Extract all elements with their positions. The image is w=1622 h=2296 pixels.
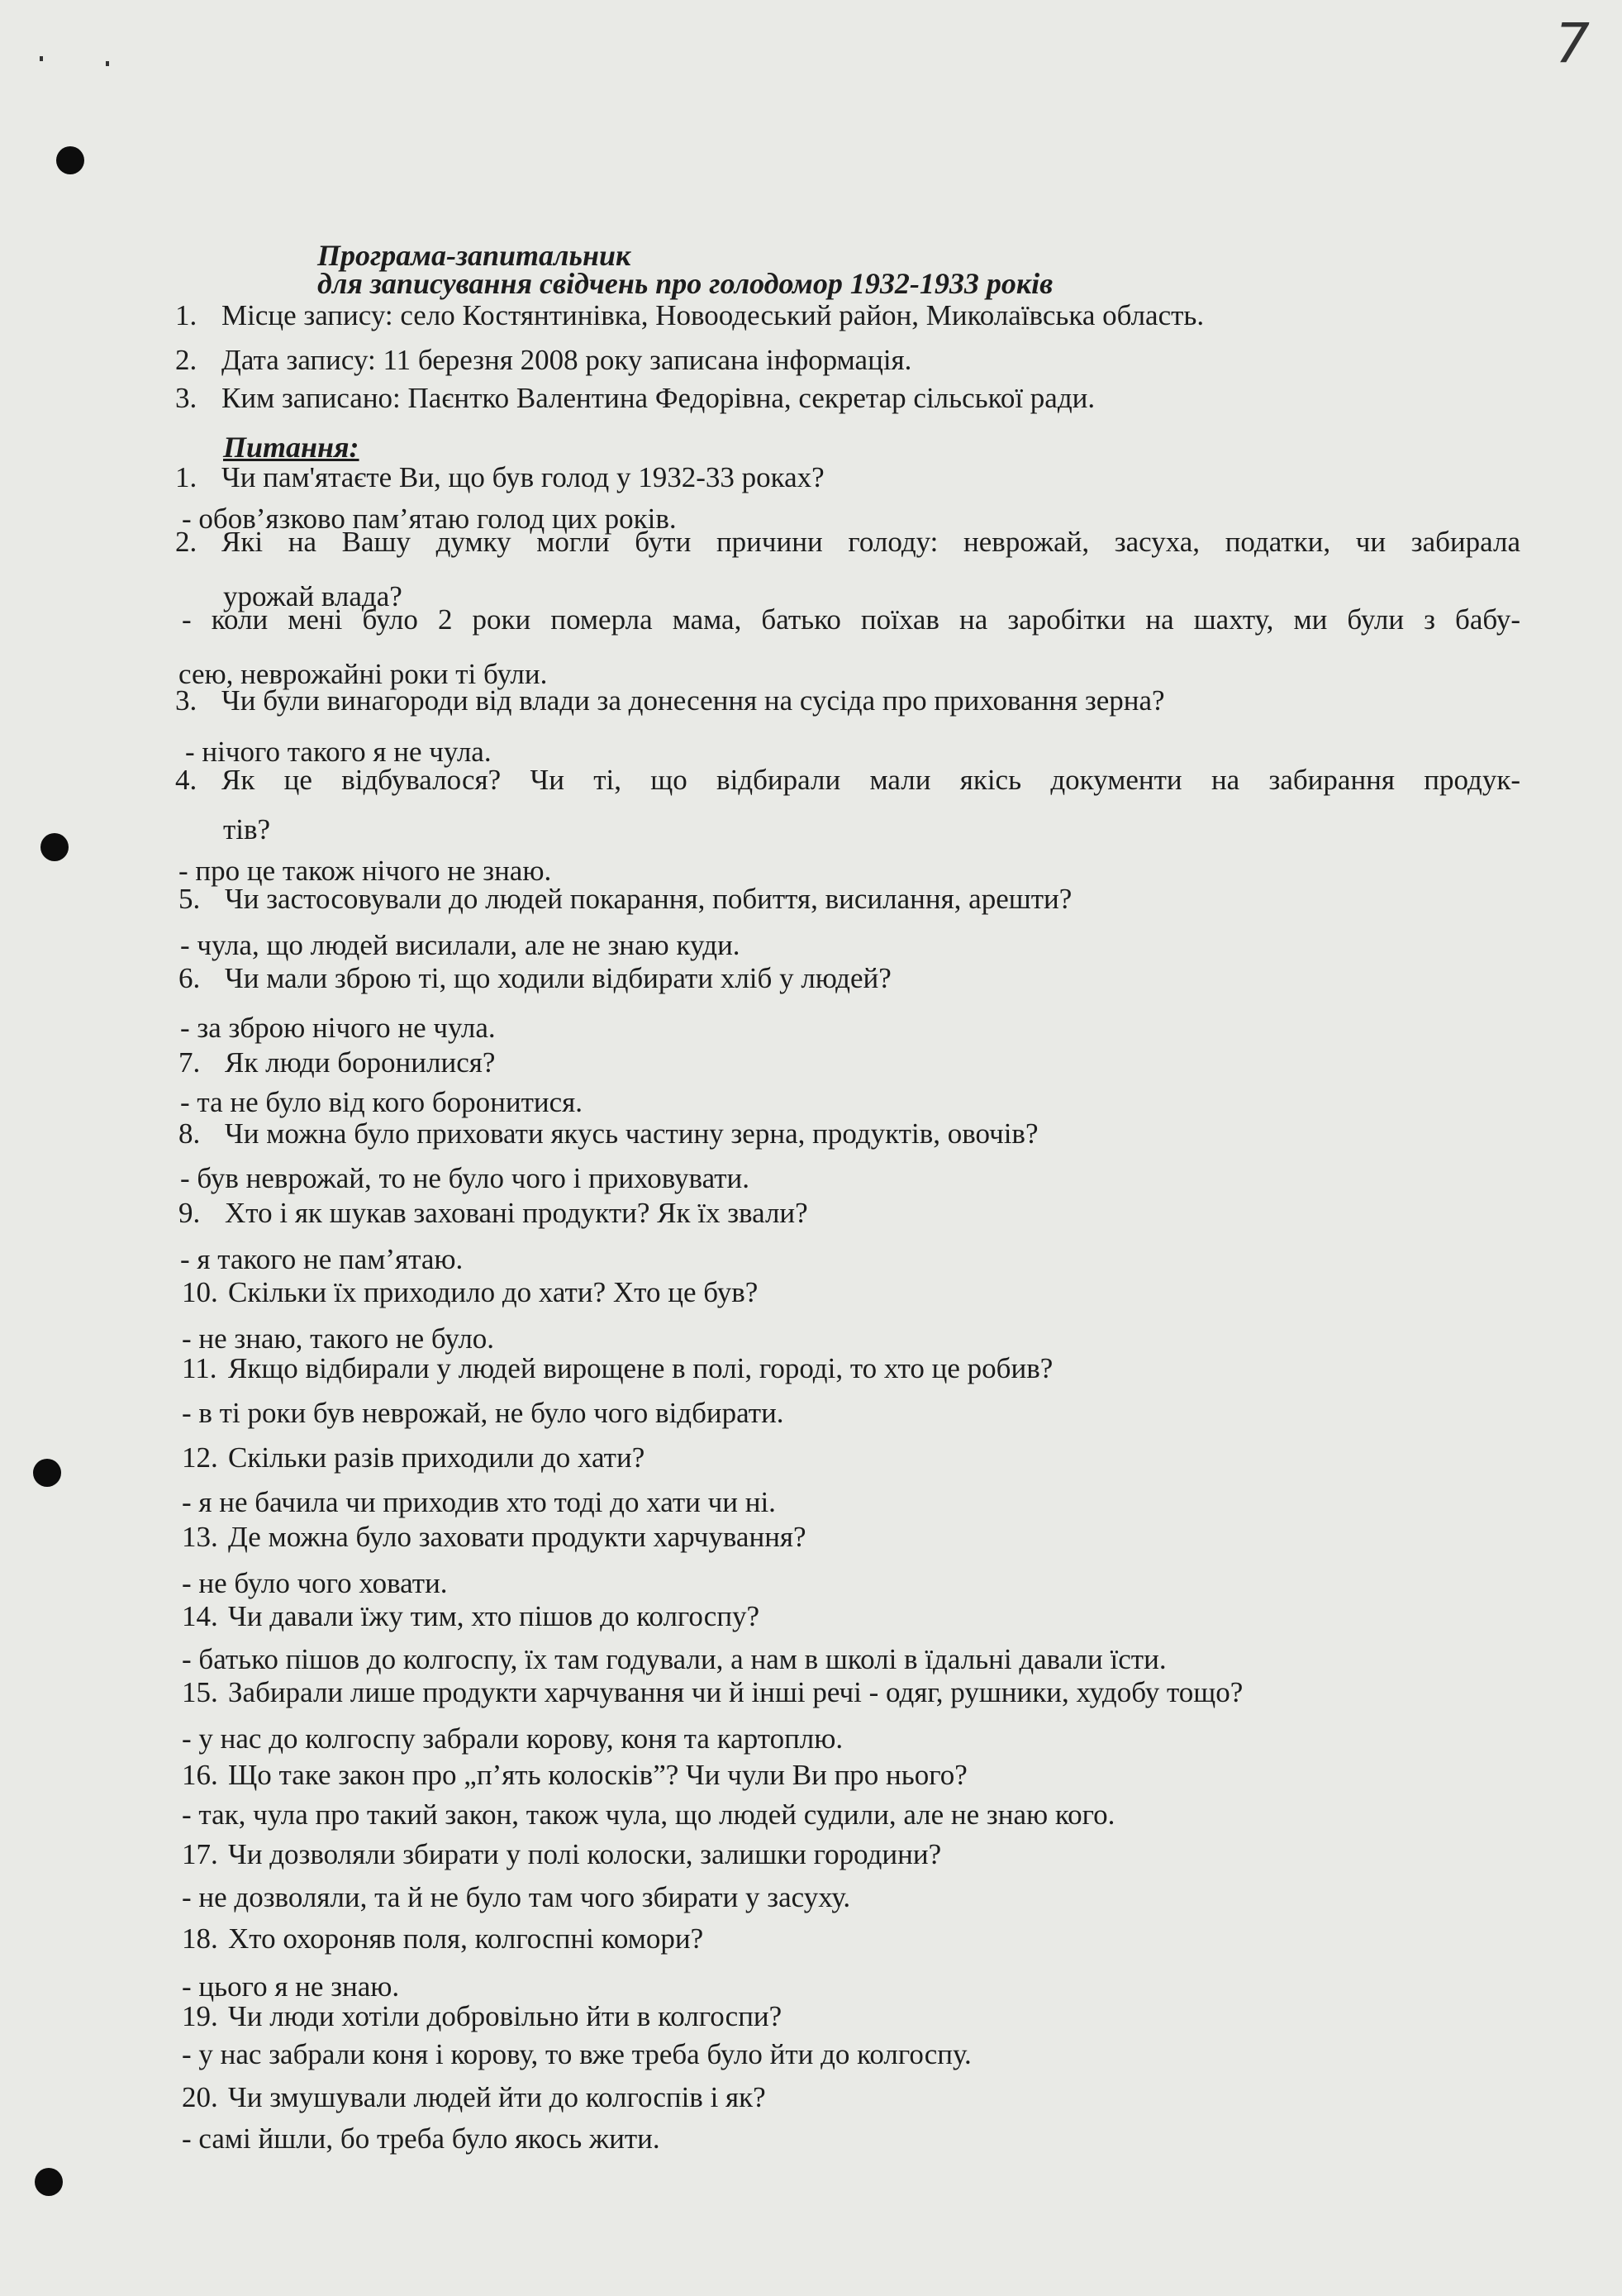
question-line-continued: тів? <box>223 813 271 846</box>
answer-line-continued: сею, неврожайні роки ті були. <box>178 658 548 690</box>
header-item <box>175 299 1204 332</box>
question-line <box>182 2000 782 2033</box>
question-text: Хто і як шукав заховані продукти? Як їх звали? <box>225 1197 808 1229</box>
question-number: 14. <box>182 1600 218 1632</box>
answer-line: - батько пішов до колгоспу, їх там годували, а нам в школі в їдальні давали їсти. <box>182 1643 1167 1675</box>
question-text: Чи пам'ятаєте Ви, що був голод у 1932-33 роках? <box>221 461 825 493</box>
title-line-1: Програма-запитальник <box>317 239 631 272</box>
answer-line: - був неврожай, то не було чого і приховувати. <box>180 1162 750 1194</box>
question-line <box>182 1276 758 1309</box>
question-text: Якщо відбирали у людей вирощене в полі, городі, то хто це робив? <box>228 1352 1054 1384</box>
answer-line: - так, чула про такий закон, також чула, що людей судили, але не знаю кого. <box>182 1798 1115 1831</box>
question-line <box>182 1676 1243 1709</box>
question-number: 16. <box>182 1759 218 1791</box>
question-line <box>175 461 825 494</box>
answer-line: - чула, що людей висилали, але не знаю куди. <box>180 929 740 961</box>
question-number: 17. <box>182 1838 218 1870</box>
question-number: 13. <box>182 1521 218 1553</box>
question-text: Чи люди хотіли добровільно йти в колгоспи? <box>228 2000 782 2032</box>
question-number: 10. <box>182 1276 218 1308</box>
question-number: 19. <box>182 2000 218 2032</box>
punch-hole-icon <box>35 2168 63 2196</box>
question-text: Як люди боронилися? <box>225 1046 496 1079</box>
question-line <box>182 1600 759 1633</box>
question-line <box>182 1922 703 1955</box>
item-number: 1. <box>175 299 197 331</box>
question-text: Які на Вашу думку могли бути причини голоду: неврожай, засуха, податки, чи забирала <box>221 526 1520 558</box>
question-number: 15. <box>182 1676 218 1708</box>
answer-line: - обов’язково пам’ятаю голод цих років. <box>182 503 677 535</box>
answer-line: - у нас до колгоспу забрали корову, коня та картоплю. <box>182 1722 844 1755</box>
question-line <box>182 1352 1053 1385</box>
question-number: 12. <box>182 1441 218 1474</box>
item-text: Ким записано: Паєнтко Валентина Федорівна, секретар сільської ради. <box>221 382 1096 414</box>
item-number: 3. <box>175 382 197 414</box>
question-text: Чи мали зброю ті, що ходили відбирати хліб у людей? <box>225 962 892 994</box>
question-number: 4. <box>175 764 197 796</box>
question-text: Скільки їх приходило до хати? Хто це був? <box>228 1276 759 1308</box>
item-text: Дата запису: 11 березня 2008 року записана інформація. <box>221 344 912 376</box>
question-text: Чи давали їжу тим, хто пішов до колгоспу? <box>228 1600 760 1632</box>
question-line <box>178 1117 1039 1150</box>
question-text: Чи змушували людей йти до колгоспів і як? <box>228 2081 766 2113</box>
answer-line: - коли мені було 2 роки померла мама, батько поїхав на заробітки на шахту, ми були з бабу- <box>182 603 1520 636</box>
answer-line: - не дозволяли, та й не було там чого збирати у засуху. <box>182 1881 851 1913</box>
answer-line: - у нас забрали коня і корову, то вже треба було йти до колгоспу. <box>182 2038 972 2070</box>
question-line <box>175 684 1165 717</box>
question-text: Забирали лише продукти харчування чи й інші речі - одяг, рушники, худобу тощо? <box>228 1676 1244 1708</box>
question-line <box>182 1838 941 1871</box>
question-line <box>182 1521 806 1554</box>
question-text: Чи були винагороди від влади за донесення на сусіда про приховання зерна? <box>221 684 1165 717</box>
question-text: Чи застосовували до людей покарання, побиття, висилання, арешти? <box>225 883 1073 915</box>
question-text: Як це відбувалося? Чи ті, що відбирали мали якісь документи на забирання продук- <box>221 764 1520 796</box>
questions-heading: Питання: <box>223 431 359 464</box>
question-text: Хто охороняв поля, колгоспні комори? <box>228 1922 704 1955</box>
answer-line: - не було чого ховати. <box>182 1567 448 1599</box>
punch-hole-icon <box>40 833 69 861</box>
question-line <box>182 1441 645 1474</box>
question-number: 2. <box>175 526 197 558</box>
question-number: 3. <box>175 684 197 717</box>
answer-line: - в ті роки був неврожай, не було чого відбирати. <box>182 1397 784 1429</box>
question-line <box>175 526 1520 559</box>
question-number: 11. <box>182 1352 217 1384</box>
title-line-2: для записування свідчень про голодомор 1932-1933 років <box>317 267 1054 300</box>
question-line <box>182 2081 766 2114</box>
question-number: 8. <box>178 1117 201 1150</box>
question-text: Чи можна було приховати якусь частину зерна, продуктів, овочів? <box>225 1117 1039 1150</box>
question-number: 7. <box>178 1046 201 1079</box>
question-number: 9. <box>178 1197 201 1229</box>
item-text: Місце запису: село Костянтинівка, Новоодеський район, Миколаївська область. <box>221 299 1205 331</box>
question-line <box>178 962 892 995</box>
question-number: 6. <box>178 962 201 994</box>
header-item <box>175 344 911 377</box>
answer-line: - я такого не пам’ятаю. <box>180 1243 464 1275</box>
question-number: 1. <box>175 461 197 493</box>
answer-line: - я не бачила чи приходив хто тоді до хати чи ні. <box>182 1486 776 1518</box>
speck-mark <box>106 61 109 66</box>
answer-line: - не знаю, такого не було. <box>182 1322 495 1355</box>
answer-line: - цього я не знаю. <box>182 1970 400 2003</box>
question-text: Скільки разів приходили до хати? <box>228 1441 645 1474</box>
question-number: 20. <box>182 2081 218 2113</box>
question-text: Де можна було заховати продукти харчування? <box>228 1521 806 1553</box>
answer-line: - та не було від кого боронитися. <box>180 1086 583 1118</box>
question-text: Що таке закон про „п’ять колосків”? Чи чули Ви про нього? <box>228 1759 968 1791</box>
punch-hole-icon <box>33 1459 61 1487</box>
answer-line: - за зброю нічого не чула. <box>180 1012 496 1044</box>
question-line <box>182 1759 968 1792</box>
page-number: 7 <box>1555 12 1590 75</box>
question-line <box>178 883 1072 916</box>
question-text: Чи дозволяли збирати у полі колоски, залишки городини? <box>228 1838 942 1870</box>
answer-line: - про це також нічого не знаю. <box>178 855 552 887</box>
answer-line: - нічого такого я не чула. <box>185 736 492 768</box>
question-line-continued: урожай влада? <box>223 580 402 612</box>
header-item <box>175 382 1095 415</box>
question-number: 18. <box>182 1922 218 1955</box>
speck-mark <box>40 56 43 61</box>
item-number: 2. <box>175 344 197 376</box>
answer-line: - самі йшли, бо треба було якось жити. <box>182 2122 660 2155</box>
question-line <box>175 764 1520 797</box>
question-line <box>178 1197 808 1230</box>
question-number: 5. <box>178 883 201 915</box>
question-line <box>178 1046 495 1079</box>
punch-hole-icon <box>56 146 84 174</box>
